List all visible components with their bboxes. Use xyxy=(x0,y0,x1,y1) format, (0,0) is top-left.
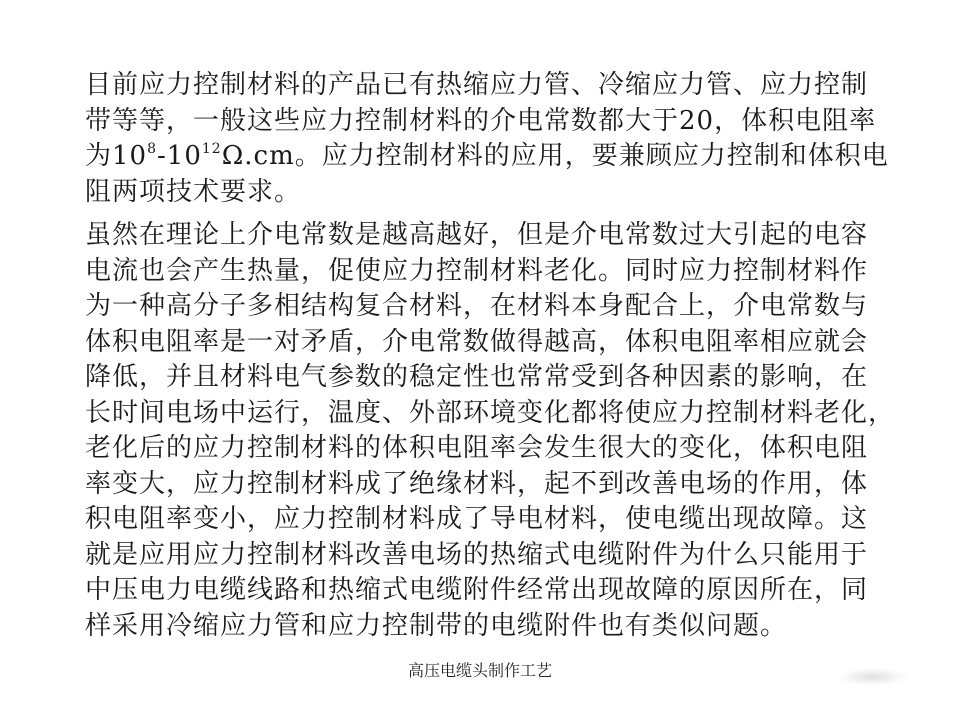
paragraph-1-line: 目前应力控制材料的产品已有热缩应力管、冷缩应力管、应力控制 xyxy=(85,70,869,100)
paragraph-2-line: 积电阻率变小，应力控制材料成了导电材料，使电缆出现故障。这 xyxy=(85,504,869,534)
paragraph-2-line: 降低，并且材料电气参数的稳定性也常常受到各种因素的影响，在 xyxy=(85,362,869,392)
paragraph-2 xyxy=(85,218,896,644)
paragraph-1-line xyxy=(85,139,889,175)
paragraph-1-line: 阻两项技术要求。 xyxy=(85,176,302,207)
paragraph-2-line: 率变大，应力控制材料成了绝缘材料，起不到改善电场的作用，体 xyxy=(85,468,869,499)
paragraph-2-line: 老化后的应力控制材料的体积电阻率会发生很大的变化，体积电阻 xyxy=(85,433,869,463)
paragraph-2-line: 电流也会产生热量，促使应力控制材料老化。同时应力控制材料作 xyxy=(85,255,869,286)
exponent-high: 12 xyxy=(201,141,222,157)
resistivity-unit-text: Ω.cm。应力控制材料的应用，要兼顾应力控制和体积电 xyxy=(221,141,889,171)
paragraph-2-line: 样采用冷缩应力管和应力控制带的电缆附件也有类似问题。 xyxy=(85,610,788,641)
paragraph-1-line: 带等等，一般这些应力控制材料的介电常数都大于20，体积电阻率 xyxy=(85,105,877,136)
resistivity-dash: -10 xyxy=(157,141,202,171)
body-text xyxy=(85,68,896,644)
resistivity-prefix: 为10 xyxy=(85,141,148,171)
exponent-low: 8 xyxy=(147,141,158,157)
footer-caption: 高压电缆头制作工艺 xyxy=(407,661,552,680)
paragraph-2-line: 就是应用应力控制材料改善电场的热缩式电缆附件为什么只能用于 xyxy=(85,539,869,570)
paragraph-2-line: 中压电力电缆线路和热缩式电缆附件经常出现故障的原因所在，同 xyxy=(85,575,869,605)
paragraph-2-line: 虽然在理论上介电常数是越高越好，但是介电常数过大引起的电容 xyxy=(85,220,869,250)
paragraph-1 xyxy=(85,68,889,210)
paragraph-2-line: 体积电阻率是一对矛盾，介电常数做得越高，体积电阻率相应就会 xyxy=(85,326,869,357)
paragraph-2-line: 长时间电场中运行，温度、外部环境变化都将使应力控制材料老化， xyxy=(85,397,896,428)
paragraph-2-line: 为一种高分子多相结构复合材料，在材料本身配合上，介电常数与 xyxy=(85,291,869,321)
watermark-smudge xyxy=(838,668,908,686)
